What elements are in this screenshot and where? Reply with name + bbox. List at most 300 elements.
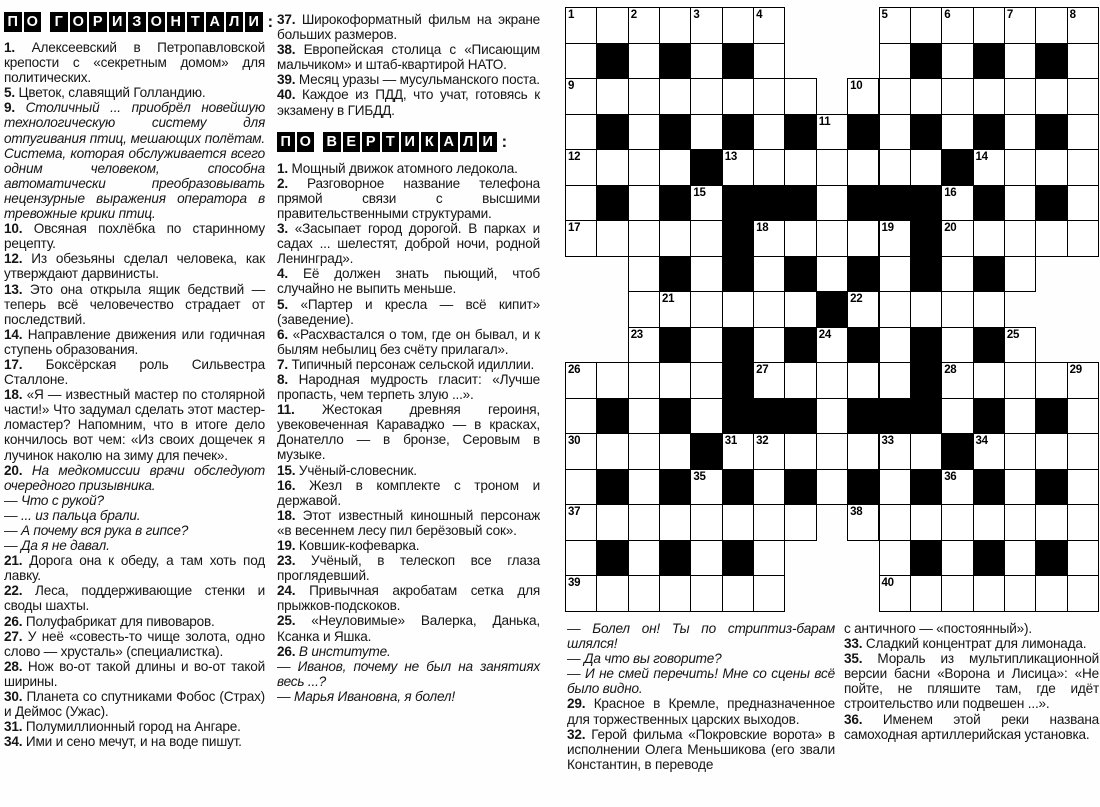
grid-cell-r6-c17[interactable]	[1067, 185, 1099, 222]
grid-cell-r3-c7[interactable]	[753, 78, 785, 115]
grid-cell-r11-c8[interactable]	[784, 362, 816, 399]
grid-cell-r17-c5[interactable]	[690, 575, 722, 612]
grid-cell-r2-c13[interactable]	[941, 43, 973, 80]
grid-cell-number: 40	[881, 577, 894, 589]
grid-cell-r15-c8[interactable]	[784, 504, 816, 541]
clue-number: 17.	[4, 356, 23, 372]
grid-cell-r7-c7[interactable]	[753, 220, 785, 257]
grid-cell-black-r12-c2	[596, 398, 628, 435]
clue-number: 28.	[4, 658, 23, 674]
clue-34: 34. Ими и сено мечут, и на воде пишут.	[4, 734, 242, 750]
grid-cell-r9-c4[interactable]	[659, 291, 691, 328]
grid-cell-r13-c17[interactable]	[1067, 433, 1099, 470]
grid-cell-r6-c13[interactable]	[941, 185, 973, 222]
grid-cell-number: 32	[756, 435, 769, 447]
grid-cell-r14-c11[interactable]	[879, 469, 911, 506]
grid-cell-r2-c7[interactable]	[753, 43, 785, 80]
grid-cell-r15-c11[interactable]	[879, 504, 911, 541]
clue-2: 2. Разговорное название телефона прямой связи с высшими правительственными структурами.	[277, 175, 541, 221]
grid-cell-r3-c6[interactable]	[722, 78, 754, 115]
grid-cell-r11-c2[interactable]	[596, 362, 628, 399]
grid-cell-r9-c14[interactable]	[973, 291, 1005, 328]
grid-cell-r13-c12[interactable]	[910, 433, 942, 470]
grid-cell-r5-c17[interactable]	[1067, 149, 1099, 186]
grid-cell-black-r14-c2	[596, 469, 628, 506]
grid-cell-r17-c3[interactable]	[628, 575, 660, 612]
grid-cell-r1-c7[interactable]	[753, 7, 785, 44]
clue-number: 29.	[567, 696, 586, 712]
clue-28: 28. Нож во-от такой длины и во-от такой ширины.	[4, 658, 265, 689]
grid-cell-r13-c6[interactable]	[722, 433, 754, 470]
grid-cell-r5-c2[interactable]	[596, 149, 628, 186]
header-letter-tile: А	[206, 12, 224, 32]
grid-cell-r4-c9[interactable]	[816, 114, 848, 151]
grid-cell-number: 36	[944, 470, 957, 483]
clue-21: 21. Дорога она к обеду, а там хоть под лавку.	[4, 553, 265, 584]
clue-35: 35. Мораль из мультипликационной версии басни «Ворона и Лисица»: «Не пойте, не пляшите там, где идёт строительство или подвешен ...».	[844, 651, 1099, 712]
grid-cell-r13-c2[interactable]	[596, 433, 628, 470]
clue-31: 31. Полумиллионный город на Ангаре.	[4, 719, 241, 735]
grid-cell-r1-c6[interactable]	[722, 7, 754, 44]
clue-33: 33. Сладкий концентрат для лимонада.	[844, 636, 1087, 652]
clue-number: 23.	[277, 553, 296, 569]
grid-cell-r2-c3[interactable]	[628, 43, 660, 80]
grid-cell-r16-c7[interactable]	[753, 540, 785, 577]
grid-cell-r12-c13[interactable]	[941, 398, 973, 435]
grid-cell-black-r2-c6	[722, 43, 754, 80]
grid-cell-r6-c5[interactable]	[690, 185, 722, 222]
grid-cell-black-r9-c9	[816, 291, 848, 328]
grid-cell-r10-c11[interactable]	[879, 327, 911, 364]
grid-cell-r1-c17[interactable]	[1067, 7, 1099, 44]
grid-cell-r13-c1[interactable]	[565, 433, 597, 470]
grid-cell-r1-c11[interactable]	[879, 7, 911, 44]
grid-cell-r7-c15[interactable]	[1004, 220, 1036, 257]
grid-cell-r17-c16[interactable]	[1035, 575, 1067, 612]
grid-cell-r6-c15[interactable]	[1004, 185, 1036, 222]
grid-cell-number: 35	[693, 470, 706, 483]
grid-cell-black-r8-c14	[973, 256, 1005, 293]
grid-cell-r9-c13[interactable]	[941, 291, 973, 328]
bottom-right-clues-column	[844, 621, 1099, 742]
grid-cell-r7-c17[interactable]	[1067, 220, 1099, 257]
grid-cell-r3-c11[interactable]	[879, 78, 911, 115]
grid-cell-r12-c5[interactable]	[690, 398, 722, 435]
grid-cell-black-r14-c10	[847, 469, 879, 506]
clue-number: 5.	[4, 85, 15, 101]
clue-4: 4. Её должен знать пьющий, чтоб случайно не выпить меньше.	[277, 266, 540, 297]
grid-cell-r5-c11[interactable]	[879, 149, 911, 186]
grid-cell-r14-c1[interactable]	[565, 469, 597, 506]
grid-cell-r7-c14[interactable]	[973, 220, 1005, 257]
clue-number: 39.	[277, 72, 296, 88]
grid-cell-r11-c1[interactable]	[565, 362, 597, 399]
grid-cell-number: 5	[881, 9, 888, 21]
grid-cell-r12-c9[interactable]	[816, 398, 848, 435]
grid-cell-r7-c2[interactable]	[596, 220, 628, 257]
grid-cell-r5-c12[interactable]	[910, 149, 942, 186]
grid-cell-r4-c15[interactable]	[1004, 114, 1036, 151]
grid-cell-black-r12-c14	[973, 398, 1005, 435]
grid-cell-r1-c15[interactable]	[1004, 7, 1036, 44]
grid-cell-r16-c5[interactable]	[690, 540, 722, 577]
grid-cell-number: 31	[724, 435, 737, 447]
clue-number: 24.	[277, 583, 296, 599]
clue-number: 5.	[277, 296, 288, 312]
grid-cell-r15-c12[interactable]	[910, 504, 942, 541]
grid-cell-r3-c2[interactable]	[596, 78, 628, 115]
grid-cell-r5-c6[interactable]	[722, 149, 754, 186]
grid-cell-r13-c16[interactable]	[1035, 433, 1067, 470]
grid-cell-r2-c17[interactable]	[1067, 43, 1099, 80]
header-colon: :	[267, 12, 274, 31]
header-letter-tile: Н	[167, 12, 185, 32]
clue-number: 11.	[277, 402, 295, 418]
grid-cell-r1-c13[interactable]	[941, 7, 973, 44]
grid-cell-r11-c4[interactable]	[659, 362, 691, 399]
grid-cell-black-r14-c14	[973, 469, 1005, 506]
grid-cell-r12-c17[interactable]	[1067, 398, 1099, 435]
grid-cell-r9-c3[interactable]	[628, 291, 660, 328]
grid-cell-r12-c15[interactable]	[1004, 398, 1036, 435]
grid-cell-black-r14-c6	[722, 469, 754, 506]
grid-cell-r9-c11[interactable]	[879, 291, 911, 328]
grid-cell-r15-c6[interactable]	[722, 504, 754, 541]
across-clue-list	[4, 40, 265, 749]
grid-cell-r13-c8[interactable]	[784, 433, 816, 470]
header-letter-tile: Е	[343, 132, 361, 152]
grid-cell-r17-c4[interactable]	[659, 575, 691, 612]
grid-cell-r11-c5[interactable]	[690, 362, 722, 399]
grid-cell-r11-c11[interactable]	[879, 362, 911, 399]
grid-cell-r16-c13[interactable]	[941, 540, 973, 577]
grid-cell-r3-c3[interactable]	[628, 78, 660, 115]
clue-number: 18.	[277, 507, 296, 523]
clue-23: 23. Учёный, в телескоп все глаза проглядевший.	[277, 553, 540, 584]
grid-cell-r1-c1[interactable]	[565, 7, 597, 44]
grid-cell-r5-c8[interactable]	[784, 149, 816, 186]
grid-cell-r8-c7[interactable]	[753, 256, 785, 293]
grid-cell-r7-c16[interactable]	[1035, 220, 1067, 257]
grid-cell-r15-c10[interactable]	[847, 504, 879, 541]
grid-cell-r8-c11[interactable]	[879, 256, 911, 293]
grid-cell-r7-c10[interactable]	[847, 220, 879, 257]
grid-cell-r5-c3[interactable]	[628, 149, 660, 186]
grid-cell-r10-c3[interactable]	[628, 327, 660, 364]
grid-cell-r9-c10[interactable]	[847, 291, 879, 328]
clue-16: 16. Жезл в комплекте с троном и державой.	[277, 477, 541, 508]
clue-number: 2.	[277, 175, 288, 191]
header-letter-tile: Г	[50, 12, 68, 32]
grid-cell-r9-c6[interactable]	[722, 291, 754, 328]
header-letter-tile: И	[401, 132, 419, 152]
grid-cell-r16-c17[interactable]	[1067, 540, 1099, 577]
grid-cell-r17-c14[interactable]	[973, 575, 1005, 612]
grid-cell-r9-c8[interactable]	[784, 291, 816, 328]
grid-cell-r2-c1[interactable]	[565, 43, 597, 80]
clue-number: 37.	[277, 12, 296, 27]
grid-cell-r15-c3[interactable]	[628, 504, 660, 541]
grid-cell-r13-c10[interactable]	[847, 433, 879, 470]
grid-cell-black-r10-c14	[973, 327, 1005, 364]
grid-cell-r7-c9[interactable]	[816, 220, 848, 257]
clue-number: 32.	[567, 726, 586, 742]
grid-cell-number: 37	[568, 506, 581, 518]
grid-cell-r1-c16[interactable]	[1035, 7, 1067, 44]
grid-cell-r5-c10[interactable]	[847, 149, 879, 186]
grid-cell-r8-c5[interactable]	[690, 256, 722, 293]
grid-cell-r3-c8[interactable]	[784, 78, 816, 115]
header-letter-tile: К	[421, 132, 439, 152]
grid-cell-number: 6	[944, 9, 951, 21]
grid-cell-r1-c4[interactable]	[659, 7, 691, 44]
grid-cell-black-r13-c5	[690, 433, 722, 470]
clue-40: 40. Каждое из ПДД, что учат, готовясь к экзамену в ГИБДД.	[277, 87, 540, 118]
grid-cell-r11-c10[interactable]	[847, 362, 879, 399]
grid-cell-r16-c15[interactable]	[1004, 540, 1036, 577]
grid-cell-r11-c13[interactable]	[941, 362, 973, 399]
grid-cell-number: 28	[944, 364, 957, 376]
grid-cell-r15-c17[interactable]	[1067, 504, 1099, 541]
grid-cell-r12-c3[interactable]	[628, 398, 660, 435]
grid-cell-r13-c3[interactable]	[628, 433, 660, 470]
grid-cell-black-r4-c4	[659, 114, 691, 151]
grid-cell-r11-c3[interactable]	[628, 362, 660, 399]
grid-cell-r14-c7[interactable]	[753, 469, 785, 506]
grid-cell-r2-c5[interactable]	[690, 43, 722, 80]
grid-cell-r9-c12[interactable]	[910, 291, 942, 328]
clue-32: 32. Герой фильма «Покровские ворота» в исполнении Олега Меньшикова (его звали Константин, в переводе	[567, 726, 836, 772]
grid-cell-r10-c15[interactable]	[1004, 327, 1036, 364]
header-letter-tile: З	[128, 12, 146, 32]
grid-cell-r1-c12[interactable]	[910, 7, 942, 44]
grid-cell-r10-c5[interactable]	[690, 327, 722, 364]
grid-cell-r4-c3[interactable]	[628, 114, 660, 151]
grid-cell-r5-c7[interactable]	[753, 149, 785, 186]
grid-cell-number: 39	[568, 577, 581, 589]
grid-cell-black-r11-c6	[722, 362, 754, 399]
grid-cell-r14-c5[interactable]	[690, 469, 722, 506]
grid-cell-r5-c16[interactable]	[1035, 149, 1067, 186]
grid-cell-r6-c9[interactable]	[816, 185, 848, 222]
grid-cell-r3-c14[interactable]	[973, 78, 1005, 115]
header-letter-tile: И	[479, 132, 497, 152]
clue-number: 8.	[277, 371, 288, 387]
grid-cell-r3-c12[interactable]	[910, 78, 942, 115]
grid-cell-black-r2-c16	[1035, 43, 1067, 80]
grid-cell-black-r4-c16	[1035, 114, 1067, 151]
header-letter-tile: В	[323, 132, 341, 152]
grid-cell-r6-c1[interactable]	[565, 185, 597, 222]
down-clue-list	[277, 161, 540, 704]
grid-cell-r7-c1[interactable]	[565, 220, 597, 257]
grid-cell-r16-c3[interactable]	[628, 540, 660, 577]
grid-cell-r12-c1[interactable]	[565, 398, 597, 435]
grid-cell-r1-c14[interactable]	[973, 7, 1005, 44]
grid-cell-r17-c15[interactable]	[1004, 575, 1036, 612]
grid-cell-black-r12-c6	[722, 398, 754, 435]
grid-cell-r13-c9[interactable]	[816, 433, 848, 470]
grid-cell-r5-c4[interactable]	[659, 149, 691, 186]
grid-cell-r13-c4[interactable]	[659, 433, 691, 470]
grid-cell-r3-c16[interactable]	[1035, 78, 1067, 115]
grid-cell-r1-c5[interactable]	[690, 7, 722, 44]
grid-cell-r13-c11[interactable]	[879, 433, 911, 470]
grid-cell-r15-c5[interactable]	[690, 504, 722, 541]
across-header	[4, 12, 274, 32]
grid-cell-r8-c15[interactable]	[1004, 256, 1036, 293]
grid-cell-r11-c7[interactable]	[753, 362, 785, 399]
grid-cell-r10-c13[interactable]	[941, 327, 973, 364]
grid-cell-r4-c13[interactable]	[941, 114, 973, 151]
grid-cell-r3-c13[interactable]	[941, 78, 973, 115]
grid-cell-number: 7	[1006, 9, 1013, 21]
grid-cell-r17-c1[interactable]	[565, 575, 597, 612]
clue-12: 12. Из обезьяны сделал человека, как утверждают дарвинисты.	[4, 251, 266, 282]
clue-number: 12.	[4, 251, 23, 267]
grid-cell-r9-c7[interactable]	[753, 291, 785, 328]
grid-cell-r5-c14[interactable]	[973, 149, 1005, 186]
grid-cell-r15-c2[interactable]	[596, 504, 628, 541]
grid-cell-r8-c13[interactable]	[941, 256, 973, 293]
grid-cell-r10-c7[interactable]	[753, 327, 785, 364]
grid-cell-r15-c15[interactable]	[1004, 504, 1036, 541]
header-letter-tile: О	[297, 132, 315, 152]
grid-cell-black-r6-c10	[847, 185, 879, 222]
grid-cell-r5-c15[interactable]	[1004, 149, 1036, 186]
grid-cell-r6-c3[interactable]	[628, 185, 660, 222]
grid-cell-r7-c5[interactable]	[690, 220, 722, 257]
clue-26: 26. Полуфабрикат для пивоваров.	[4, 613, 215, 629]
grid-cell-black-r2-c14	[973, 43, 1005, 80]
grid-cell-r4-c7[interactable]	[753, 114, 785, 151]
grid-cell-r13-c7[interactable]	[753, 433, 785, 470]
grid-cell-r5-c1[interactable]	[565, 149, 597, 186]
grid-cell-r17-c17[interactable]	[1067, 575, 1099, 612]
grid-cell-r8-c3[interactable]	[628, 256, 660, 293]
grid-cell-r3-c4[interactable]	[659, 78, 691, 115]
grid-cell-r3-c17[interactable]	[1067, 78, 1099, 115]
clue-number: 1.	[4, 40, 15, 55]
grid-cell-r7-c3[interactable]	[628, 220, 660, 257]
grid-cell-black-r6-c8	[784, 185, 816, 222]
grid-cell-black-r16-c16	[1035, 540, 1067, 577]
grid-cell-r3-c10[interactable]	[847, 78, 879, 115]
grid-cell-r14-c17[interactable]	[1067, 469, 1099, 506]
grid-cell-number: 29	[1069, 364, 1082, 376]
grid-cell-r14-c3[interactable]	[628, 469, 660, 506]
grid-cell-r17-c11[interactable]	[879, 575, 911, 612]
grid-cell-black-r8-c8	[784, 256, 816, 293]
grid-cell-black-r2-c12	[910, 43, 942, 80]
grid-cell-black-r8-c10	[847, 256, 879, 293]
grid-cell-r10-c9[interactable]	[816, 327, 848, 364]
grid-cell-r4-c17[interactable]	[1067, 114, 1099, 151]
grid-cell-r15-c1[interactable]	[565, 504, 597, 541]
grid-cell-black-r12-c7	[753, 398, 785, 435]
grid-cell-r7-c11[interactable]	[879, 220, 911, 257]
clue-22: 22. Леса, поддерживающие стенки и своды шахты.	[4, 583, 265, 614]
grid-cell-r17-c12[interactable]	[910, 575, 942, 612]
grid-cell-number: 17	[568, 222, 581, 234]
grid-cell-black-r6-c6	[722, 185, 754, 222]
grid-cell-r15-c4[interactable]	[659, 504, 691, 541]
grid-cell-r15-c13[interactable]	[941, 504, 973, 541]
clue-5: 5. «Партер и кресла — всё кипит» (заведение).	[277, 296, 540, 327]
grid-cell-black-r4-c6	[722, 114, 754, 151]
grid-cell-r17-c6[interactable]	[722, 575, 754, 612]
grid-cell-r15-c16[interactable]	[1035, 504, 1067, 541]
grid-cell-r14-c15[interactable]	[1004, 469, 1036, 506]
grid-cell-black-r6-c4	[659, 185, 691, 222]
grid-cell-black-r12-c4	[659, 398, 691, 435]
grid-cell-r13-c14[interactable]	[973, 433, 1005, 470]
grid-cell-r8-c9[interactable]	[816, 256, 848, 293]
grid-cell-r17-c7[interactable]	[753, 575, 785, 612]
grid-cell-r14-c9[interactable]	[816, 469, 848, 506]
grid-cell-r15-c14[interactable]	[973, 504, 1005, 541]
grid-cell-r17-c13[interactable]	[941, 575, 973, 612]
grid-cell-r4-c1[interactable]	[565, 114, 597, 151]
grid-cell-number: 33	[881, 435, 894, 447]
header-letter-tile: О	[148, 12, 166, 32]
grid-cell-number: 24	[818, 328, 831, 341]
grid-cell-r11-c16[interactable]	[1035, 362, 1067, 399]
grid-cell-r3-c15[interactable]	[1004, 78, 1036, 115]
grid-cell-r11-c9[interactable]	[816, 362, 848, 399]
grid-cell-r14-c13[interactable]	[941, 469, 973, 506]
clue-number: 10.	[4, 221, 23, 237]
grid-cell-r15-c7[interactable]	[753, 504, 785, 541]
grid-cell-black-r16-c12	[910, 540, 942, 577]
grid-cell-r2-c15[interactable]	[1004, 43, 1036, 80]
grid-cell-r5-c9[interactable]	[816, 149, 848, 186]
grid-cell-r13-c15[interactable]	[1004, 433, 1036, 470]
grid-cell-r9-c5[interactable]	[690, 291, 722, 328]
grid-cell-r3-c5[interactable]	[690, 78, 722, 115]
header-letter-tile: О	[70, 12, 88, 32]
grid-cell-black-r4-c2	[596, 114, 628, 151]
grid-cell-r2-c11[interactable]	[879, 43, 911, 80]
grid-cell-r7-c8[interactable]	[784, 220, 816, 257]
clue-dialog-line: — Да что вы говорите?	[567, 651, 722, 667]
grid-cell-black-r4-c8	[784, 114, 816, 151]
grid-cell-r16-c11[interactable]	[879, 540, 911, 577]
grid-cell-r3-c1[interactable]	[565, 78, 597, 115]
clue-17: 17. Боксёрская роль Сильвестра Сталлоне.	[4, 356, 265, 388]
grid-cell-r16-c1[interactable]	[565, 540, 597, 577]
clue-number: 26.	[4, 613, 23, 629]
grid-cell-black-r4-c10	[847, 114, 879, 151]
grid-cell-r11-c17[interactable]	[1067, 362, 1099, 399]
clue-number: 13.	[4, 281, 23, 297]
grid-cell-r4-c11[interactable]	[879, 114, 911, 151]
grid-cell-r17-c2[interactable]	[596, 575, 628, 612]
header-letter-tile: А	[440, 132, 458, 152]
grid-cell-r11-c14[interactable]	[973, 362, 1005, 399]
grid-cell-r7-c13[interactable]	[941, 220, 973, 257]
grid-cell-black-r2-c2	[596, 43, 628, 80]
grid-cell-r1-c3[interactable]	[628, 7, 660, 44]
clue-dialog-line: — Иванов, почему не был на занятиях весь ...?	[277, 658, 540, 689]
grid-cell-number: 19	[881, 222, 894, 234]
grid-cell-r1-c2[interactable]	[596, 7, 628, 44]
header-letter-tile: Л	[226, 12, 244, 32]
grid-cell-r11-c15[interactable]	[1004, 362, 1036, 399]
grid-cell-r7-c4[interactable]	[659, 220, 691, 257]
grid-cell-r4-c5[interactable]	[690, 114, 722, 151]
grid-cell-black-r14-c12	[910, 469, 942, 506]
